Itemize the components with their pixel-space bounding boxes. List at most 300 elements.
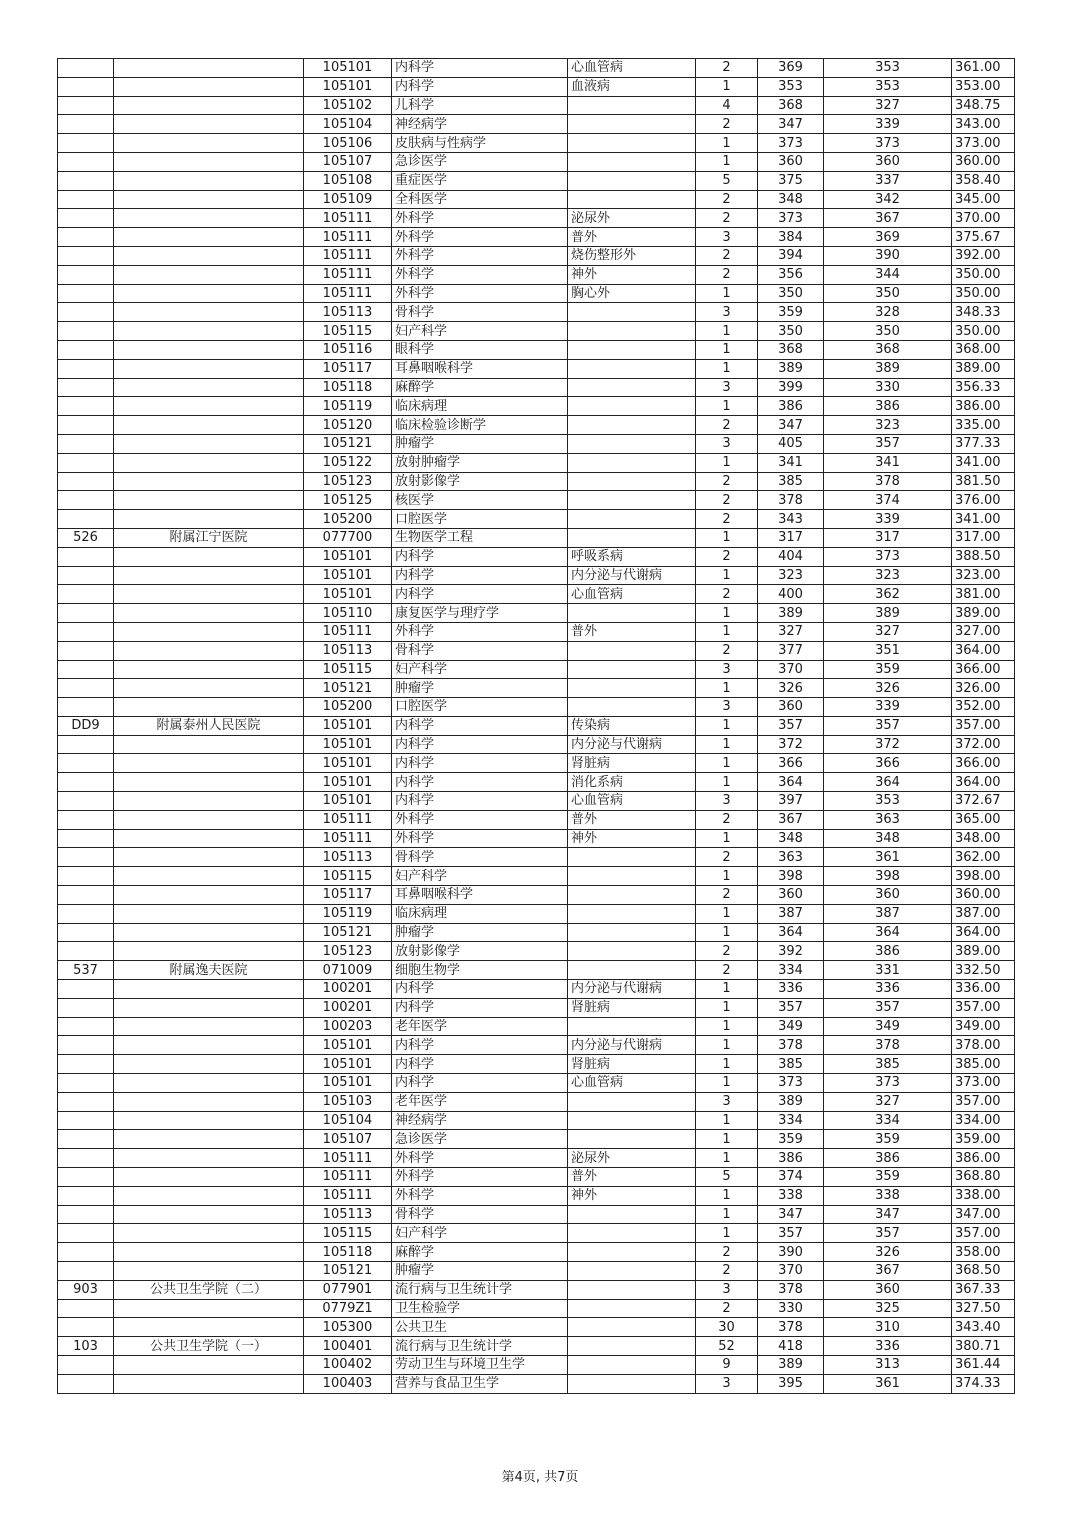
admitted-count-cell: 2: [696, 59, 758, 78]
max-score-cell: 389: [758, 604, 824, 623]
major-name-cell: 内科学: [392, 735, 568, 754]
research-direction-cell: [568, 510, 696, 529]
table-row: [58, 453, 1015, 472]
table-row: [58, 923, 1015, 942]
research-direction-cell: [568, 434, 696, 453]
table-row: [58, 284, 1015, 303]
min-score-cell: 357: [824, 434, 952, 453]
major-name-cell: 流行病与卫生统计学: [392, 1280, 568, 1299]
major-name-cell: 内科学: [392, 716, 568, 735]
average-score-cell: 362.00: [952, 848, 1015, 867]
average-score-cell: 335.00: [952, 416, 1015, 435]
major-code-cell: 105110: [304, 604, 392, 623]
min-score-cell: 341: [824, 453, 952, 472]
unit-code-cell: [58, 698, 114, 717]
average-score-cell: 350.00: [952, 284, 1015, 303]
major-code-cell: 105116: [304, 340, 392, 359]
admitted-count-cell: 2: [696, 1243, 758, 1262]
admitted-count-cell: 1: [696, 1224, 758, 1243]
major-code-cell: 105107: [304, 152, 392, 171]
research-direction-cell: 内分泌与代谢病: [568, 1036, 696, 1055]
major-name-cell: 内科学: [392, 77, 568, 96]
research-direction-cell: [568, 679, 696, 698]
major-code-cell: 105101: [304, 566, 392, 585]
major-name-cell: 神经病学: [392, 115, 568, 134]
table-row: [58, 961, 1015, 980]
research-direction-cell: [568, 152, 696, 171]
average-score-cell: 334.00: [952, 1111, 1015, 1130]
average-score-cell: 381.00: [952, 585, 1015, 604]
max-score-cell: 389: [758, 1092, 824, 1111]
table-row: [58, 528, 1015, 547]
min-score-cell: 389: [824, 604, 952, 623]
research-direction-cell: 肾脏病: [568, 754, 696, 773]
admitted-count-cell: 2: [696, 416, 758, 435]
max-score-cell: 353: [758, 77, 824, 96]
major-code-cell: 100401: [304, 1337, 392, 1356]
unit-name-cell: [114, 1055, 304, 1074]
admitted-count-cell: 2: [696, 246, 758, 265]
admitted-count-cell: 4: [696, 96, 758, 115]
unit-name-cell: [114, 246, 304, 265]
average-score-cell: 326.00: [952, 679, 1015, 698]
research-direction-cell: [568, 1355, 696, 1374]
admitted-count-cell: 1: [696, 679, 758, 698]
major-code-cell: 105122: [304, 453, 392, 472]
unit-code-cell: [58, 1243, 114, 1262]
unit-name-cell: [114, 547, 304, 566]
major-code-cell: 105101: [304, 1074, 392, 1093]
major-code-cell: 105111: [304, 1186, 392, 1205]
min-score-cell: 389: [824, 359, 952, 378]
major-code-cell: 105111: [304, 284, 392, 303]
major-code-cell: 105101: [304, 716, 392, 735]
average-score-cell: 376.00: [952, 491, 1015, 510]
min-score-cell: 398: [824, 867, 952, 886]
unit-name-cell: [114, 660, 304, 679]
admitted-count-cell: 2: [696, 472, 758, 491]
unit-code-cell: [58, 641, 114, 660]
min-score-cell: 326: [824, 679, 952, 698]
admitted-count-cell: 1: [696, 1149, 758, 1168]
major-code-cell: 0779Z1: [304, 1299, 392, 1318]
max-score-cell: 385: [758, 1055, 824, 1074]
unit-code-cell: [58, 810, 114, 829]
major-name-cell: 神经病学: [392, 1111, 568, 1130]
table-row: [58, 246, 1015, 265]
admitted-count-cell: 30: [696, 1318, 758, 1337]
table-row: [58, 792, 1015, 811]
major-name-cell: 内科学: [392, 566, 568, 585]
major-code-cell: 105123: [304, 942, 392, 961]
research-direction-cell: [568, 1374, 696, 1393]
research-direction-cell: 普外: [568, 228, 696, 247]
max-score-cell: 341: [758, 453, 824, 472]
max-score-cell: 400: [758, 585, 824, 604]
admitted-count-cell: 2: [696, 585, 758, 604]
unit-code-cell: [58, 792, 114, 811]
major-name-cell: 外科学: [392, 1186, 568, 1205]
unit-code-cell: [58, 566, 114, 585]
table-row: [58, 1017, 1015, 1036]
max-score-cell: 359: [758, 303, 824, 322]
research-direction-cell: [568, 848, 696, 867]
unit-code-cell: [58, 491, 114, 510]
min-score-cell: 363: [824, 810, 952, 829]
unit-code-cell: [58, 980, 114, 999]
average-score-cell: 343.40: [952, 1318, 1015, 1337]
average-score-cell: 361.00: [952, 59, 1015, 78]
admitted-count-cell: 5: [696, 171, 758, 190]
research-direction-cell: [568, 491, 696, 510]
min-score-cell: 310: [824, 1318, 952, 1337]
major-code-cell: 105111: [304, 810, 392, 829]
major-code-cell: 105117: [304, 886, 392, 905]
unit-name-cell: [114, 134, 304, 153]
major-name-cell: 重症医学: [392, 171, 568, 190]
research-direction-cell: [568, 1130, 696, 1149]
average-score-cell: 357.00: [952, 998, 1015, 1017]
research-direction-cell: 普外: [568, 622, 696, 641]
major-name-cell: 营养与食品卫生学: [392, 1374, 568, 1393]
max-score-cell: 359: [758, 1130, 824, 1149]
major-code-cell: 105109: [304, 190, 392, 209]
max-score-cell: 373: [758, 209, 824, 228]
unit-code-cell: [58, 886, 114, 905]
table-row: [58, 1205, 1015, 1224]
min-score-cell: 373: [824, 1074, 952, 1093]
admitted-count-cell: 1: [696, 1130, 758, 1149]
average-score-cell: 338.00: [952, 1186, 1015, 1205]
major-code-cell: 100203: [304, 1017, 392, 1036]
major-code-cell: 105111: [304, 1149, 392, 1168]
max-score-cell: 372: [758, 735, 824, 754]
major-code-cell: 105118: [304, 378, 392, 397]
major-code-cell: 100403: [304, 1374, 392, 1393]
admitted-count-cell: 1: [696, 359, 758, 378]
max-score-cell: 336: [758, 980, 824, 999]
unit-name-cell: [114, 152, 304, 171]
average-score-cell: 345.00: [952, 190, 1015, 209]
unit-name-cell: [114, 998, 304, 1017]
unit-name-cell: 公共卫生学院（一）: [114, 1337, 304, 1356]
unit-code-cell: [58, 585, 114, 604]
major-code-cell: 105115: [304, 660, 392, 679]
unit-name-cell: [114, 698, 304, 717]
unit-code-cell: DD9: [58, 716, 114, 735]
min-score-cell: 344: [824, 265, 952, 284]
research-direction-cell: 普外: [568, 810, 696, 829]
average-score-cell: 348.00: [952, 829, 1015, 848]
major-code-cell: 105101: [304, 59, 392, 78]
unit-name-cell: [114, 340, 304, 359]
average-score-cell: 385.00: [952, 1055, 1015, 1074]
average-score-cell: 366.00: [952, 660, 1015, 679]
admitted-count-cell: 1: [696, 998, 758, 1017]
major-code-cell: 105123: [304, 472, 392, 491]
unit-code-cell: [58, 134, 114, 153]
major-name-cell: 内科学: [392, 547, 568, 566]
min-score-cell: 326: [824, 1243, 952, 1262]
unit-code-cell: [58, 1092, 114, 1111]
table-row: [58, 810, 1015, 829]
average-score-cell: 343.00: [952, 115, 1015, 134]
admitted-count-cell: 1: [696, 1186, 758, 1205]
table-row: [58, 1149, 1015, 1168]
min-score-cell: 334: [824, 1111, 952, 1130]
major-name-cell: 肿瘤学: [392, 679, 568, 698]
average-score-cell: 327.00: [952, 622, 1015, 641]
admitted-count-cell: 2: [696, 115, 758, 134]
min-score-cell: 386: [824, 1149, 952, 1168]
unit-name-cell: [114, 754, 304, 773]
unit-name-cell: [114, 378, 304, 397]
unit-code-cell: [58, 96, 114, 115]
research-direction-cell: [568, 190, 696, 209]
unit-name-cell: [114, 416, 304, 435]
min-score-cell: 323: [824, 566, 952, 585]
unit-name-cell: [114, 942, 304, 961]
min-score-cell: 359: [824, 1130, 952, 1149]
unit-name-cell: [114, 923, 304, 942]
max-score-cell: 405: [758, 434, 824, 453]
admitted-count-cell: 3: [696, 1280, 758, 1299]
unit-name-cell: 附属江宁医院: [114, 528, 304, 547]
unit-name-cell: [114, 491, 304, 510]
min-score-cell: 372: [824, 735, 952, 754]
research-direction-cell: [568, 867, 696, 886]
table-row: [58, 171, 1015, 190]
research-direction-cell: [568, 453, 696, 472]
major-name-cell: 内科学: [392, 773, 568, 792]
max-score-cell: 334: [758, 961, 824, 980]
max-score-cell: 350: [758, 322, 824, 341]
unit-code-cell: [58, 735, 114, 754]
major-name-cell: 肿瘤学: [392, 923, 568, 942]
research-direction-cell: 肾脏病: [568, 998, 696, 1017]
average-score-cell: 389.00: [952, 942, 1015, 961]
research-direction-cell: [568, 641, 696, 660]
min-score-cell: 353: [824, 77, 952, 96]
min-score-cell: 323: [824, 416, 952, 435]
major-code-cell: 100201: [304, 980, 392, 999]
average-score-cell: 358.00: [952, 1243, 1015, 1262]
min-score-cell: 336: [824, 1337, 952, 1356]
max-score-cell: 370: [758, 1262, 824, 1281]
unit-code-cell: [58, 510, 114, 529]
major-code-cell: 105113: [304, 848, 392, 867]
unit-name-cell: [114, 679, 304, 698]
research-direction-cell: [568, 961, 696, 980]
max-score-cell: 368: [758, 96, 824, 115]
unit-code-cell: [58, 867, 114, 886]
admitted-count-cell: 3: [696, 378, 758, 397]
major-name-cell: 骨科学: [392, 303, 568, 322]
table-row: [58, 265, 1015, 284]
admitted-count-cell: 1: [696, 904, 758, 923]
major-code-cell: 105111: [304, 1168, 392, 1187]
admitted-count-cell: 2: [696, 547, 758, 566]
min-score-cell: 378: [824, 472, 952, 491]
table-row: [58, 1111, 1015, 1130]
unit-code-cell: [58, 397, 114, 416]
min-score-cell: 385: [824, 1055, 952, 1074]
major-name-cell: 放射影像学: [392, 942, 568, 961]
research-direction-cell: [568, 604, 696, 623]
table-row: [58, 96, 1015, 115]
unit-name-cell: [114, 190, 304, 209]
average-score-cell: 357.00: [952, 1092, 1015, 1111]
average-score-cell: 364.00: [952, 923, 1015, 942]
admitted-count-cell: 1: [696, 397, 758, 416]
major-code-cell: 105115: [304, 1224, 392, 1243]
unit-code-cell: [58, 190, 114, 209]
min-score-cell: 359: [824, 660, 952, 679]
min-score-cell: 373: [824, 134, 952, 153]
major-name-cell: 内科学: [392, 1074, 568, 1093]
research-direction-cell: [568, 942, 696, 961]
unit-code-cell: [58, 604, 114, 623]
table-body: [58, 59, 1015, 1394]
research-direction-cell: 心血管病: [568, 792, 696, 811]
average-score-cell: 375.67: [952, 228, 1015, 247]
major-code-cell: 105101: [304, 735, 392, 754]
min-score-cell: 353: [824, 59, 952, 78]
admitted-count-cell: 1: [696, 322, 758, 341]
research-direction-cell: [568, 698, 696, 717]
major-code-cell: 105119: [304, 397, 392, 416]
unit-name-cell: [114, 171, 304, 190]
major-code-cell: 071009: [304, 961, 392, 980]
unit-name-cell: [114, 585, 304, 604]
admitted-count-cell: 1: [696, 453, 758, 472]
max-score-cell: 367: [758, 810, 824, 829]
min-score-cell: 350: [824, 322, 952, 341]
max-score-cell: 378: [758, 1280, 824, 1299]
max-score-cell: 378: [758, 1318, 824, 1337]
unit-code-cell: [58, 472, 114, 491]
unit-name-cell: [114, 886, 304, 905]
major-code-cell: 105111: [304, 622, 392, 641]
max-score-cell: 356: [758, 265, 824, 284]
major-name-cell: 眼科学: [392, 340, 568, 359]
major-code-cell: 105121: [304, 923, 392, 942]
research-direction-cell: 呼吸系病: [568, 547, 696, 566]
unit-code-cell: [58, 359, 114, 378]
table-row: [58, 434, 1015, 453]
max-score-cell: 373: [758, 134, 824, 153]
table-row: [58, 886, 1015, 905]
admitted-count-cell: 2: [696, 1262, 758, 1281]
research-direction-cell: 消化系病: [568, 773, 696, 792]
research-direction-cell: [568, 1280, 696, 1299]
table-row: [58, 322, 1015, 341]
unit-code-cell: [58, 904, 114, 923]
average-score-cell: 356.33: [952, 378, 1015, 397]
admitted-count-cell: 2: [696, 265, 758, 284]
research-direction-cell: [568, 115, 696, 134]
major-name-cell: 细胞生物学: [392, 961, 568, 980]
major-code-cell: 105118: [304, 1243, 392, 1262]
max-score-cell: 366: [758, 754, 824, 773]
average-score-cell: 368.00: [952, 340, 1015, 359]
table-row: [58, 152, 1015, 171]
unit-code-cell: [58, 754, 114, 773]
admitted-count-cell: 3: [696, 434, 758, 453]
min-score-cell: 327: [824, 1092, 952, 1111]
unit-name-cell: [114, 397, 304, 416]
major-code-cell: 105101: [304, 792, 392, 811]
min-score-cell: 390: [824, 246, 952, 265]
major-name-cell: 临床检验诊断学: [392, 416, 568, 435]
average-score-cell: 388.50: [952, 547, 1015, 566]
average-score-cell: 373.00: [952, 1074, 1015, 1093]
table-row: [58, 1130, 1015, 1149]
unit-name-cell: [114, 1262, 304, 1281]
major-name-cell: 外科学: [392, 284, 568, 303]
major-code-cell: 105101: [304, 585, 392, 604]
min-score-cell: 338: [824, 1186, 952, 1205]
average-score-cell: 336.00: [952, 980, 1015, 999]
major-code-cell: 105111: [304, 209, 392, 228]
average-score-cell: 357.00: [952, 716, 1015, 735]
admitted-count-cell: 2: [696, 848, 758, 867]
average-score-cell: 361.44: [952, 1355, 1015, 1374]
min-score-cell: 351: [824, 641, 952, 660]
admitted-count-cell: 1: [696, 340, 758, 359]
unit-code-cell: [58, 434, 114, 453]
max-score-cell: 348: [758, 829, 824, 848]
unit-code-cell: [58, 829, 114, 848]
research-direction-cell: 泌尿外: [568, 1149, 696, 1168]
table-row: [58, 378, 1015, 397]
min-score-cell: 347: [824, 1205, 952, 1224]
table-row: [58, 904, 1015, 923]
admitted-count-cell: 1: [696, 1111, 758, 1130]
unit-code-cell: [58, 660, 114, 679]
major-code-cell: 105101: [304, 754, 392, 773]
admitted-count-cell: 2: [696, 1299, 758, 1318]
unit-name-cell: [114, 735, 304, 754]
major-name-cell: 外科学: [392, 829, 568, 848]
table-row: [58, 1224, 1015, 1243]
major-code-cell: 105115: [304, 867, 392, 886]
admitted-count-cell: 1: [696, 152, 758, 171]
table-row: [58, 190, 1015, 209]
unit-name-cell: [114, 284, 304, 303]
major-name-cell: 皮肤病与性病学: [392, 134, 568, 153]
major-name-cell: 肿瘤学: [392, 1262, 568, 1281]
major-name-cell: 外科学: [392, 1149, 568, 1168]
table-row: [58, 942, 1015, 961]
admitted-count-cell: 2: [696, 886, 758, 905]
major-name-cell: 全科医学: [392, 190, 568, 209]
min-score-cell: 373: [824, 547, 952, 566]
major-name-cell: 外科学: [392, 1168, 568, 1187]
major-code-cell: 105125: [304, 491, 392, 510]
max-score-cell: 360: [758, 698, 824, 717]
unit-name-cell: [114, 980, 304, 999]
major-name-cell: 核医学: [392, 491, 568, 510]
major-code-cell: 105113: [304, 1205, 392, 1224]
average-score-cell: 398.00: [952, 867, 1015, 886]
unit-name-cell: [114, 792, 304, 811]
unit-code-cell: [58, 303, 114, 322]
min-score-cell: 325: [824, 1299, 952, 1318]
max-score-cell: 347: [758, 115, 824, 134]
unit-code-cell: [58, 1299, 114, 1318]
max-score-cell: 418: [758, 1337, 824, 1356]
